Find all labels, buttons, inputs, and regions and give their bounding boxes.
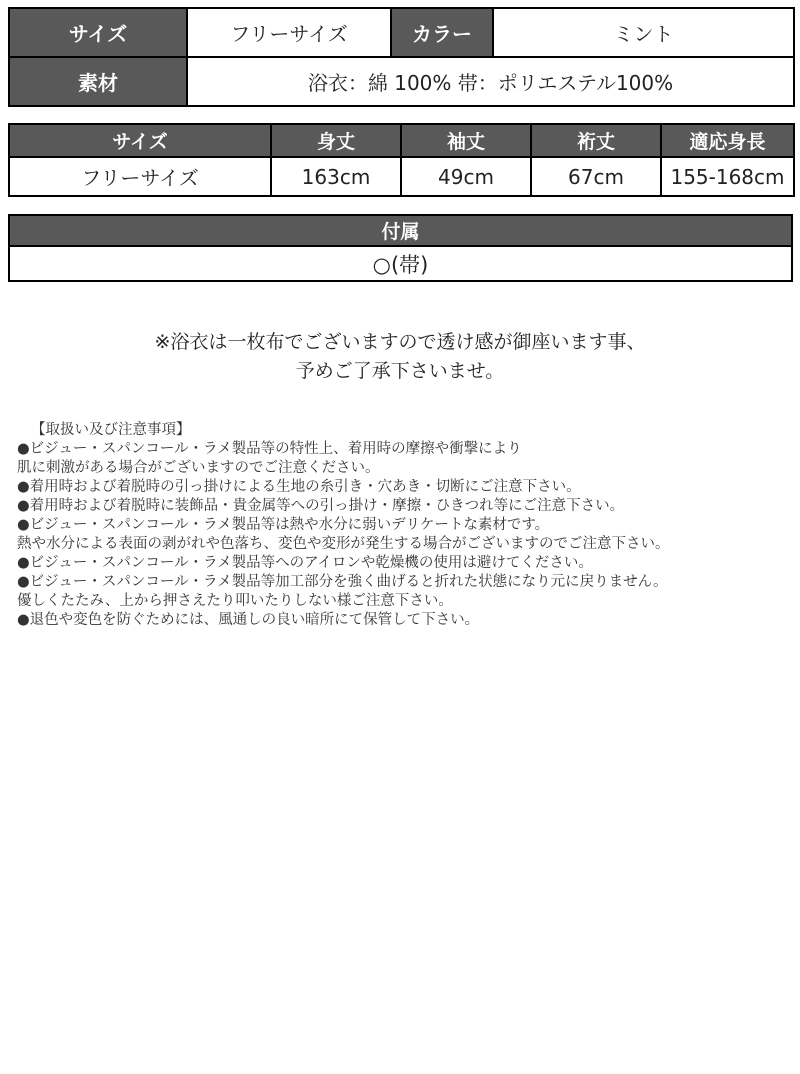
size-value-cell: フリーサイズ [187,8,391,57]
meas-value-yuki-length: 67cm [531,157,661,196]
precautions-heading: 【取扱い及び注意事項】 [31,422,191,438]
size-header-cell: サイズ [9,8,187,57]
precaution-line: ●ビジュー・スパンコール・ラメ製品等へのアイロンや乾燥機の使用は避けてください。 [17,555,593,571]
precaution-line: ●退色や変色を防ぐためには、風通しの良い暗所にて保管して下さい。 [17,612,480,628]
measurements-table [8,123,795,197]
measurements-header-row [9,124,794,157]
spec-row-size-color [9,8,794,57]
material-value-cell: 浴衣：綿 100% 帯：ポリエステル100% [187,57,794,106]
meas-header-sleeve-length: 袖丈 [401,124,531,157]
meas-header-fit-height: 適応身長 [661,124,794,157]
measurements-data-row [9,157,794,196]
accessory-header-cell: 付属 [9,215,792,246]
accessory-table [8,214,793,282]
precautions-section [17,421,786,630]
precaution-line: ●着用時および着脱時に装飾品・貴金属等への引っ掛け・摩擦・ひきつれ等にご注意下さい。 [17,498,625,514]
accessory-value-cell: ○(帯) [9,246,792,281]
notice-line-2: 予めご了承下さいませ。 [295,360,505,382]
color-header-cell: カラー [391,8,493,57]
meas-value-body-length: 163cm [271,157,401,196]
precaution-line: ●ビジュー・スパンコール・ラメ製品等の特性上、着用時の摩擦や衝撃により [17,441,522,457]
meas-header-yuki-length: 裄丈 [531,124,661,157]
precaution-line: 肌に刺激がある場合がございますのでご注意ください。 [17,460,380,476]
accessory-data-row [9,246,792,281]
precaution-line: ●ビジュー・スパンコール・ラメ製品等加工部分を強く曲げると折れた状態になり元に戻りません。 [17,574,668,590]
notice-line-1: ※浴衣は一枚布でございますので透け感が御座います事、 [154,331,646,353]
precaution-line: ●ビジュー・スパンコール・ラメ製品等は熱や水分に弱いデリケートな素材です。 [17,517,550,533]
spec-table [8,7,795,107]
meas-header-size: サイズ [9,124,271,157]
color-value-cell: ミント [493,8,794,57]
meas-value-sleeve-length: 49cm [401,157,531,196]
meas-header-body-length: 身丈 [271,124,401,157]
precaution-line: ●着用時および着脱時の引っ掛けによる生地の糸引き・穴あき・切断にご注意下さい。 [17,479,581,495]
material-header-cell: 素材 [9,57,187,106]
precaution-line: 優しくたたみ、上から押さえたり叩いたりしない様ご注意下さい。 [17,593,453,609]
spec-row-material [9,57,794,106]
transparency-notice [0,328,800,386]
meas-value-size: フリーサイズ [9,157,271,196]
precaution-line: 熱や水分による表面の剥がれや色落ち、変色や変形が発生する場合がございますのでご注意下さい。 [17,536,670,552]
meas-value-fit-height: 155-168cm [661,157,794,196]
accessory-header-row [9,215,792,246]
